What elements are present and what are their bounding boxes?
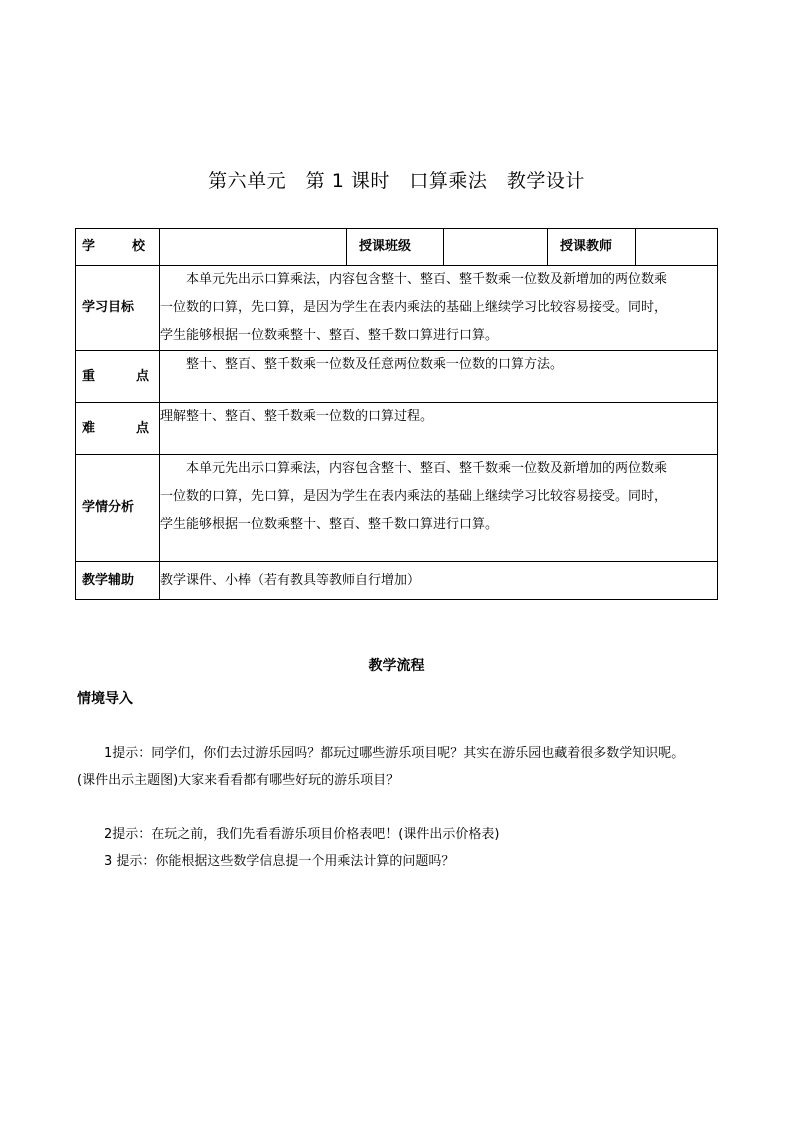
school-value[interactable]	[160, 229, 347, 266]
difficulty-content: 理解整十、整百、整千数乘一位数的口算过程。	[160, 403, 718, 455]
aid-row	[76, 562, 718, 600]
school-label: 学 校	[76, 229, 160, 266]
paragraph-2: 2提示：在玩之前，我们先看看游乐项目价格表吧！(课件出示价格表)	[104, 827, 500, 842]
goal-row	[76, 266, 718, 351]
school-row	[76, 229, 718, 266]
paragraph-3: 3 提示：你能根据这些数学信息提一个用乘法计算的问题吗？	[104, 854, 455, 869]
paragraph-1-line-2: (课件出示主题图)大家来看看都有哪些好玩的游乐项目？	[77, 773, 400, 788]
teacher-header: 授课教师	[548, 229, 636, 266]
class-header: 授课班级	[347, 229, 444, 266]
paragraph-1-line-1: 1提示：同学们，你们去过游乐园吗？都玩过哪些游乐项目呢？其实在游乐园也藏着很多数学知识呢。	[104, 746, 685, 761]
key-point-row	[76, 351, 718, 403]
key-point-label: 重 点	[76, 351, 160, 403]
analysis-label: 学情分析	[76, 455, 160, 562]
difficulty-label: 难 点	[76, 403, 160, 455]
analysis-content: 本单元先出示口算乘法，内容包含整十、整百、整千数乘一位数及新增加的两位数乘 一位数的口算，先口算，是因为学生在表内乘法的基础上继续学习比较容易接受。同时， 学生能够根据一位数乘整十、整百、整千数口算进行口算。	[160, 455, 718, 562]
section-title: 情境导入	[77, 691, 133, 707]
teacher-value[interactable]	[636, 229, 718, 266]
lesson-info-table	[75, 228, 718, 600]
difficulty-row	[76, 403, 718, 455]
class-value[interactable]	[444, 229, 548, 266]
goal-content: 本单元先出示口算乘法，内容包含整十、整百、整千数乘一位数及新增加的两位数乘 一位数的口算，先口算，是因为学生在表内乘法的基础上继续学习比较容易接受。同时， 学生能够根据一位数乘整十、整百、整千数口算进行口算。	[160, 266, 718, 351]
goal-label: 学习目标	[76, 266, 160, 351]
key-point-content: 整十、整百、整千数乘一位数及任意两位数乘一位数的口算方法。	[160, 351, 718, 403]
analysis-row	[76, 455, 718, 562]
aid-content: 教学课件、小棒（若有教具等教师自行增加）	[160, 562, 718, 600]
flow-title: 教学流程	[368, 658, 425, 674]
aid-label: 教学辅助	[76, 562, 160, 600]
page-title: 第六单元 第 1 课时 口算乘法 教学设计	[208, 170, 585, 192]
